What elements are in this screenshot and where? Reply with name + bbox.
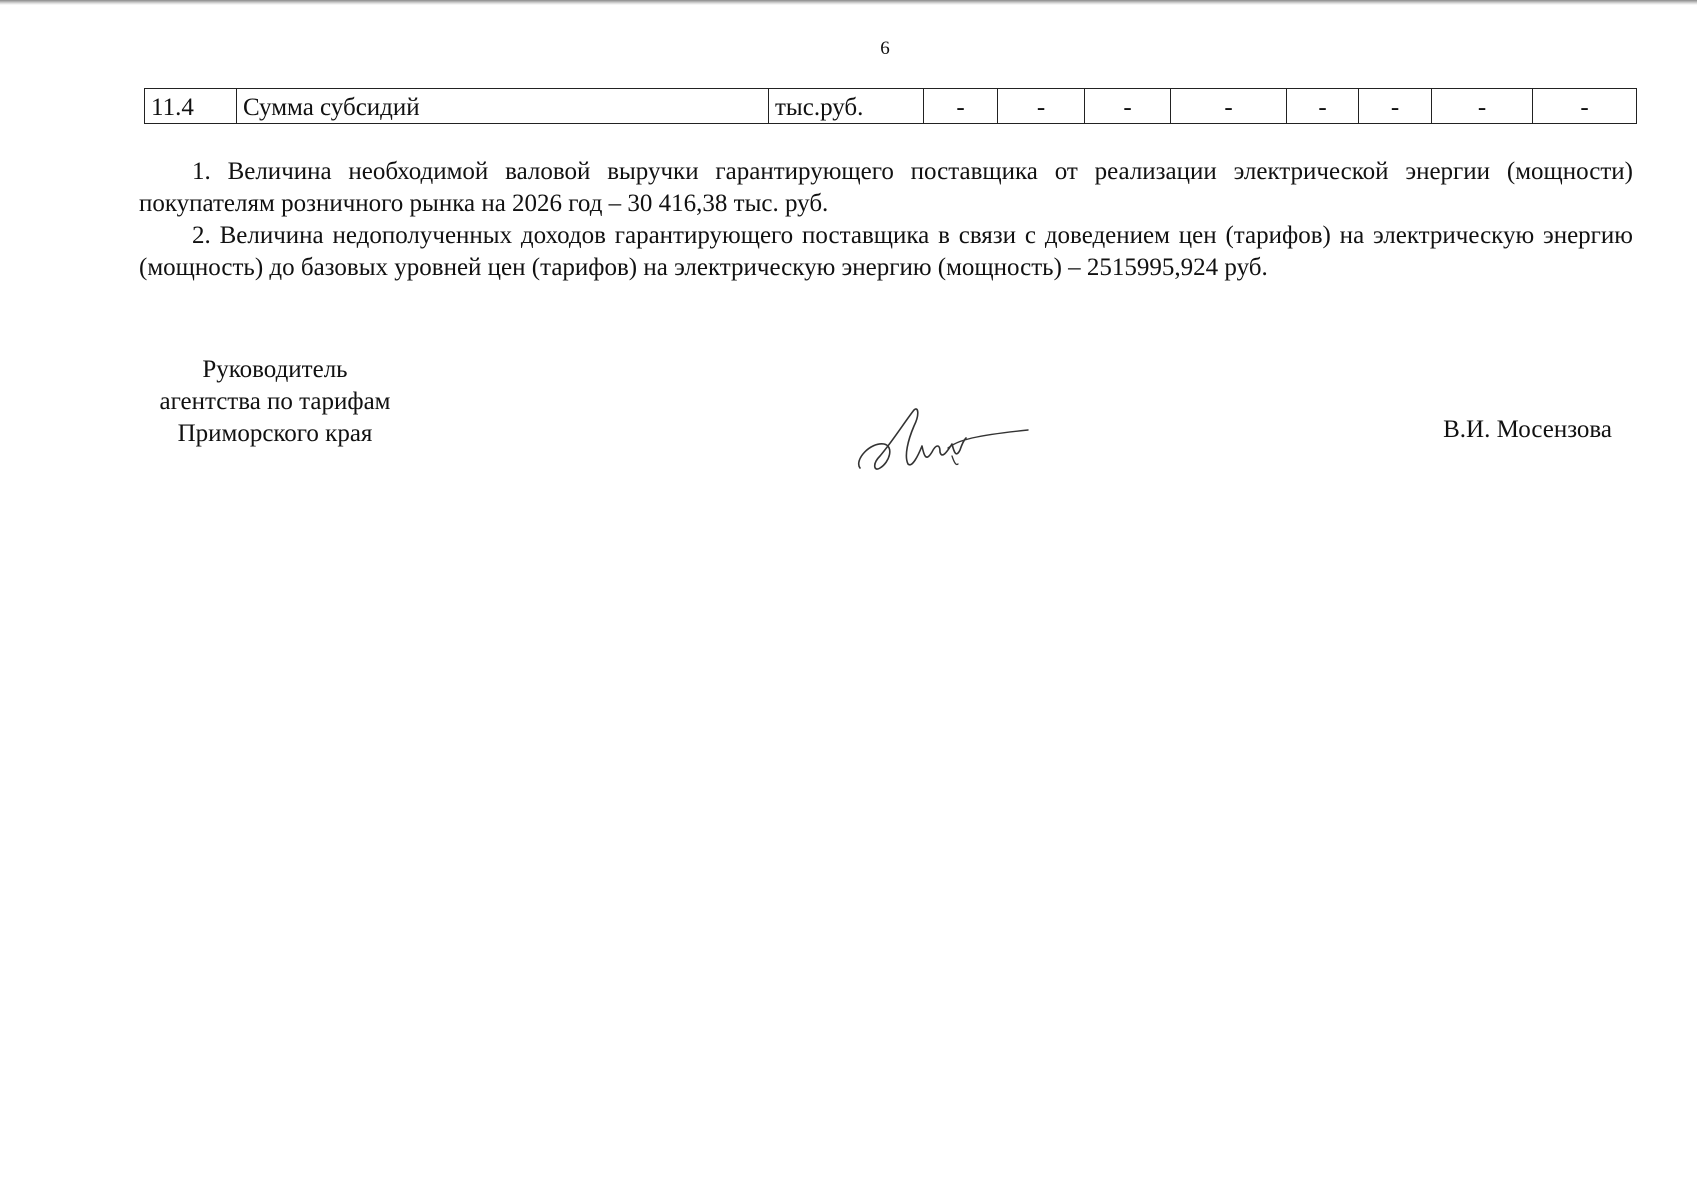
paragraph-lost-income: 2. Величина недополученных доходов гарантирующего поставщика в связи с доведением цен (тарифов) на электрическую энергию (мощность) до базовых уровней цен (тарифов) на электрическую энергию (мощность) – 2515995,924 руб. <box>139 222 1633 281</box>
row-value: - <box>924 89 998 124</box>
row-value: - <box>1287 89 1359 124</box>
scan-edge <box>0 0 1697 5</box>
signer-position-line: Руководитель <box>202 356 348 383</box>
row-value: - <box>1432 89 1533 124</box>
row-value: - <box>1359 89 1432 124</box>
signer-name: В.И. Мосензова <box>1443 416 1612 443</box>
row-value: - <box>1085 89 1171 124</box>
signer-position-line: агентства по тарифам <box>159 388 391 415</box>
row-name: Сумма субсидий <box>237 89 769 124</box>
table-row <box>145 89 1637 124</box>
row-unit: тыс.руб. <box>769 89 924 124</box>
row-value: - <box>998 89 1085 124</box>
paragraph-revenue: 1. Величина необходимой валовой выручки гарантирующего поставщика от реализации электрической энергии (мощности) покупателям розничного рынка на 2026 год – 30 416,38 тыс. руб. <box>139 158 1633 217</box>
row-number: 11.4 <box>145 89 237 124</box>
handwritten-signature <box>852 404 1032 484</box>
signer-position-line: Приморского края <box>177 420 373 447</box>
signer-position <box>130 354 420 450</box>
page-number: 6 <box>880 38 890 59</box>
row-value: - <box>1533 89 1637 124</box>
data-table <box>144 88 1637 124</box>
row-value: - <box>1171 89 1287 124</box>
